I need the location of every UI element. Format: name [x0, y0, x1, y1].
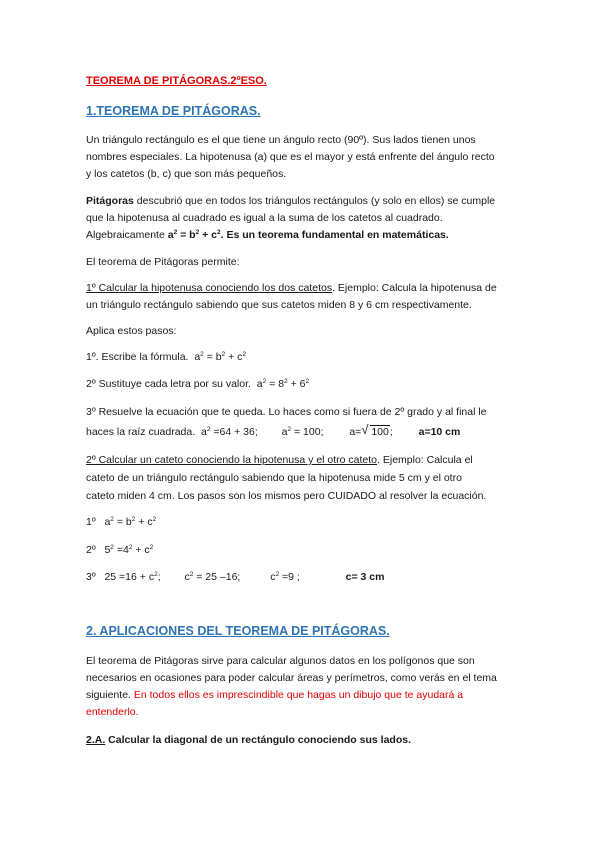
pitagoras-line-2: que la hipotenusa al cuadrado es igual a la suma de los catetos al cuadrado.	[86, 212, 443, 224]
case1-line-2: un triángulo rectángulo sabiendo que sus catetos miden 8 y 6 cm respectivamente.	[86, 299, 472, 311]
alg-prefix: Algebraicamente	[86, 229, 168, 241]
step3-eq1: $a^2 =64 + 36$;	[201, 426, 258, 438]
pitagoras-text: descubrió que en todos los triángulos rectángulos (y solo en ellos) se cumple	[133, 195, 496, 207]
aplica-line: Aplica estos pasos:	[86, 325, 177, 337]
sub-a-line	[86, 733, 411, 747]
case2-line-3: cateto miden 4 cm. Los pasos son los mismos pero CUIDADO al resolver la ecuación.	[86, 490, 487, 502]
c-step2-formula: $5^2 =4^2 + c^2$	[104, 544, 154, 556]
case1-title: 1º Calcular la hipotenusa conociendo los dos catetos	[86, 282, 333, 294]
s2-line-3: siguiente. En todos ellos es imprescindible que hagas un dibujo que te ayudará a	[86, 689, 464, 701]
document-title: TEOREMA DE PITÁGORAS.2ºESO.	[86, 75, 267, 87]
s2-line-4: entenderlo.	[86, 706, 139, 718]
step2-line: 2º Sustituye cada letra por su valor. $a^2 = 8^2 + 6^2$	[86, 378, 310, 390]
case2-line-2: cateto de un triángulo rectángulo sabiendo que la hipotenusa mide 5 cm y el otro	[86, 472, 462, 484]
c-step2-line: 2º $5^2 =4^2 + c^2$	[86, 544, 154, 556]
step3-line-1: 3º Resuelve la ecuación que te queda. Lo haces como si fuera de 2º grado y al final le	[86, 406, 487, 418]
c-step1-formula: $a^2 = b^2 + c^2$	[104, 516, 157, 528]
sub-a-label: 2.A.	[86, 734, 106, 746]
pitagoras-line-1	[86, 194, 495, 208]
c-step3-eq2: $c^2 = 25$ –16;	[184, 571, 241, 583]
algebraic-line	[86, 228, 449, 242]
step1-line: 1º. Escribe la fórmula. $a^2 = b^2 + c^2$	[86, 351, 247, 363]
step3-eq3: a= √ 100;	[349, 422, 393, 438]
square-root-icon: √ 100	[361, 422, 389, 438]
sub-a-text: Calcular la diagonal de un rectángulo conociendo sus lados.	[105, 734, 411, 746]
c-step3-line: 3º $25 =16 + c^2$; $c^2 = 25$ –16; $c^2 =9$ ; c= 3 cm	[86, 571, 385, 583]
intro-line-3: y los catetos (b, c) que son más pequeños.	[86, 168, 287, 180]
step3-eq2: $a^2 = 100$;	[281, 426, 324, 438]
step2-formula: $a^2 = 8^2 + 6^2$	[256, 378, 310, 390]
case2-title: 2º Calcular un cateto conociendo la hipotenusa y el otro cateto	[86, 454, 378, 466]
section2-heading: 2. APLICACIONES DEL TEOREMA DE PITÁGORAS.	[86, 624, 390, 638]
s2-highlight: En todos ellos es imprescindible que hagas un dibujo que te ayudará a	[133, 689, 464, 701]
section1-heading: 1.TEOREMA DE PITÁGORAS.	[86, 104, 261, 118]
c-step1-line: 1º $a^2 = b^2 + c^2$	[86, 516, 157, 528]
alg-formula: $a^2 = b^2 + c^2$. Es un teorema fundamental en matemáticas.	[167, 229, 449, 241]
step1-formula: $a^2 = b^2 + c^2$	[194, 351, 247, 363]
c-step3-eq1: $25 =16 + c^2$;	[104, 571, 161, 583]
case1-line-1: 1º Calcular la hipotenusa conociendo los dos catetos. Ejemplo: Calcula la hipotenusa de	[86, 282, 497, 294]
case2-line-1: 2º Calcular un cateto conociendo la hipotenusa y el otro cateto. Ejemplo: Calcula el	[86, 454, 473, 466]
s2-line-2: necesarios en ocasiones para poder calcular áreas y perímetros, como verás en el tema	[86, 672, 497, 684]
intro-line-1: Un triángulo rectángulo es el que tiene un ángulo recto (90º). Sus lados tienen unos	[86, 134, 476, 146]
c-step3-eq3: $c^2 =9$ ;	[270, 571, 300, 583]
step3-result: a=10 cm	[418, 426, 461, 438]
pitagoras-bold: Pitágoras	[86, 195, 134, 207]
c-step3-result: c= 3 cm	[345, 571, 385, 583]
permite-line: El teorema de Pitágoras permite:	[86, 256, 240, 268]
s2-line-1: El teorema de Pitágoras sirve para calcular algunos datos en los polígonos que son	[86, 655, 475, 667]
step3-line-2: haces la raíz cuadrada. $a^2 =64 + 36$; $a^2 = 100$; a= √ 100; a=10 cm	[86, 422, 461, 438]
intro-line-2: nombres especiales. La hipotenusa (a) que es el mayor y está enfrente del ángulo recto	[86, 151, 495, 163]
